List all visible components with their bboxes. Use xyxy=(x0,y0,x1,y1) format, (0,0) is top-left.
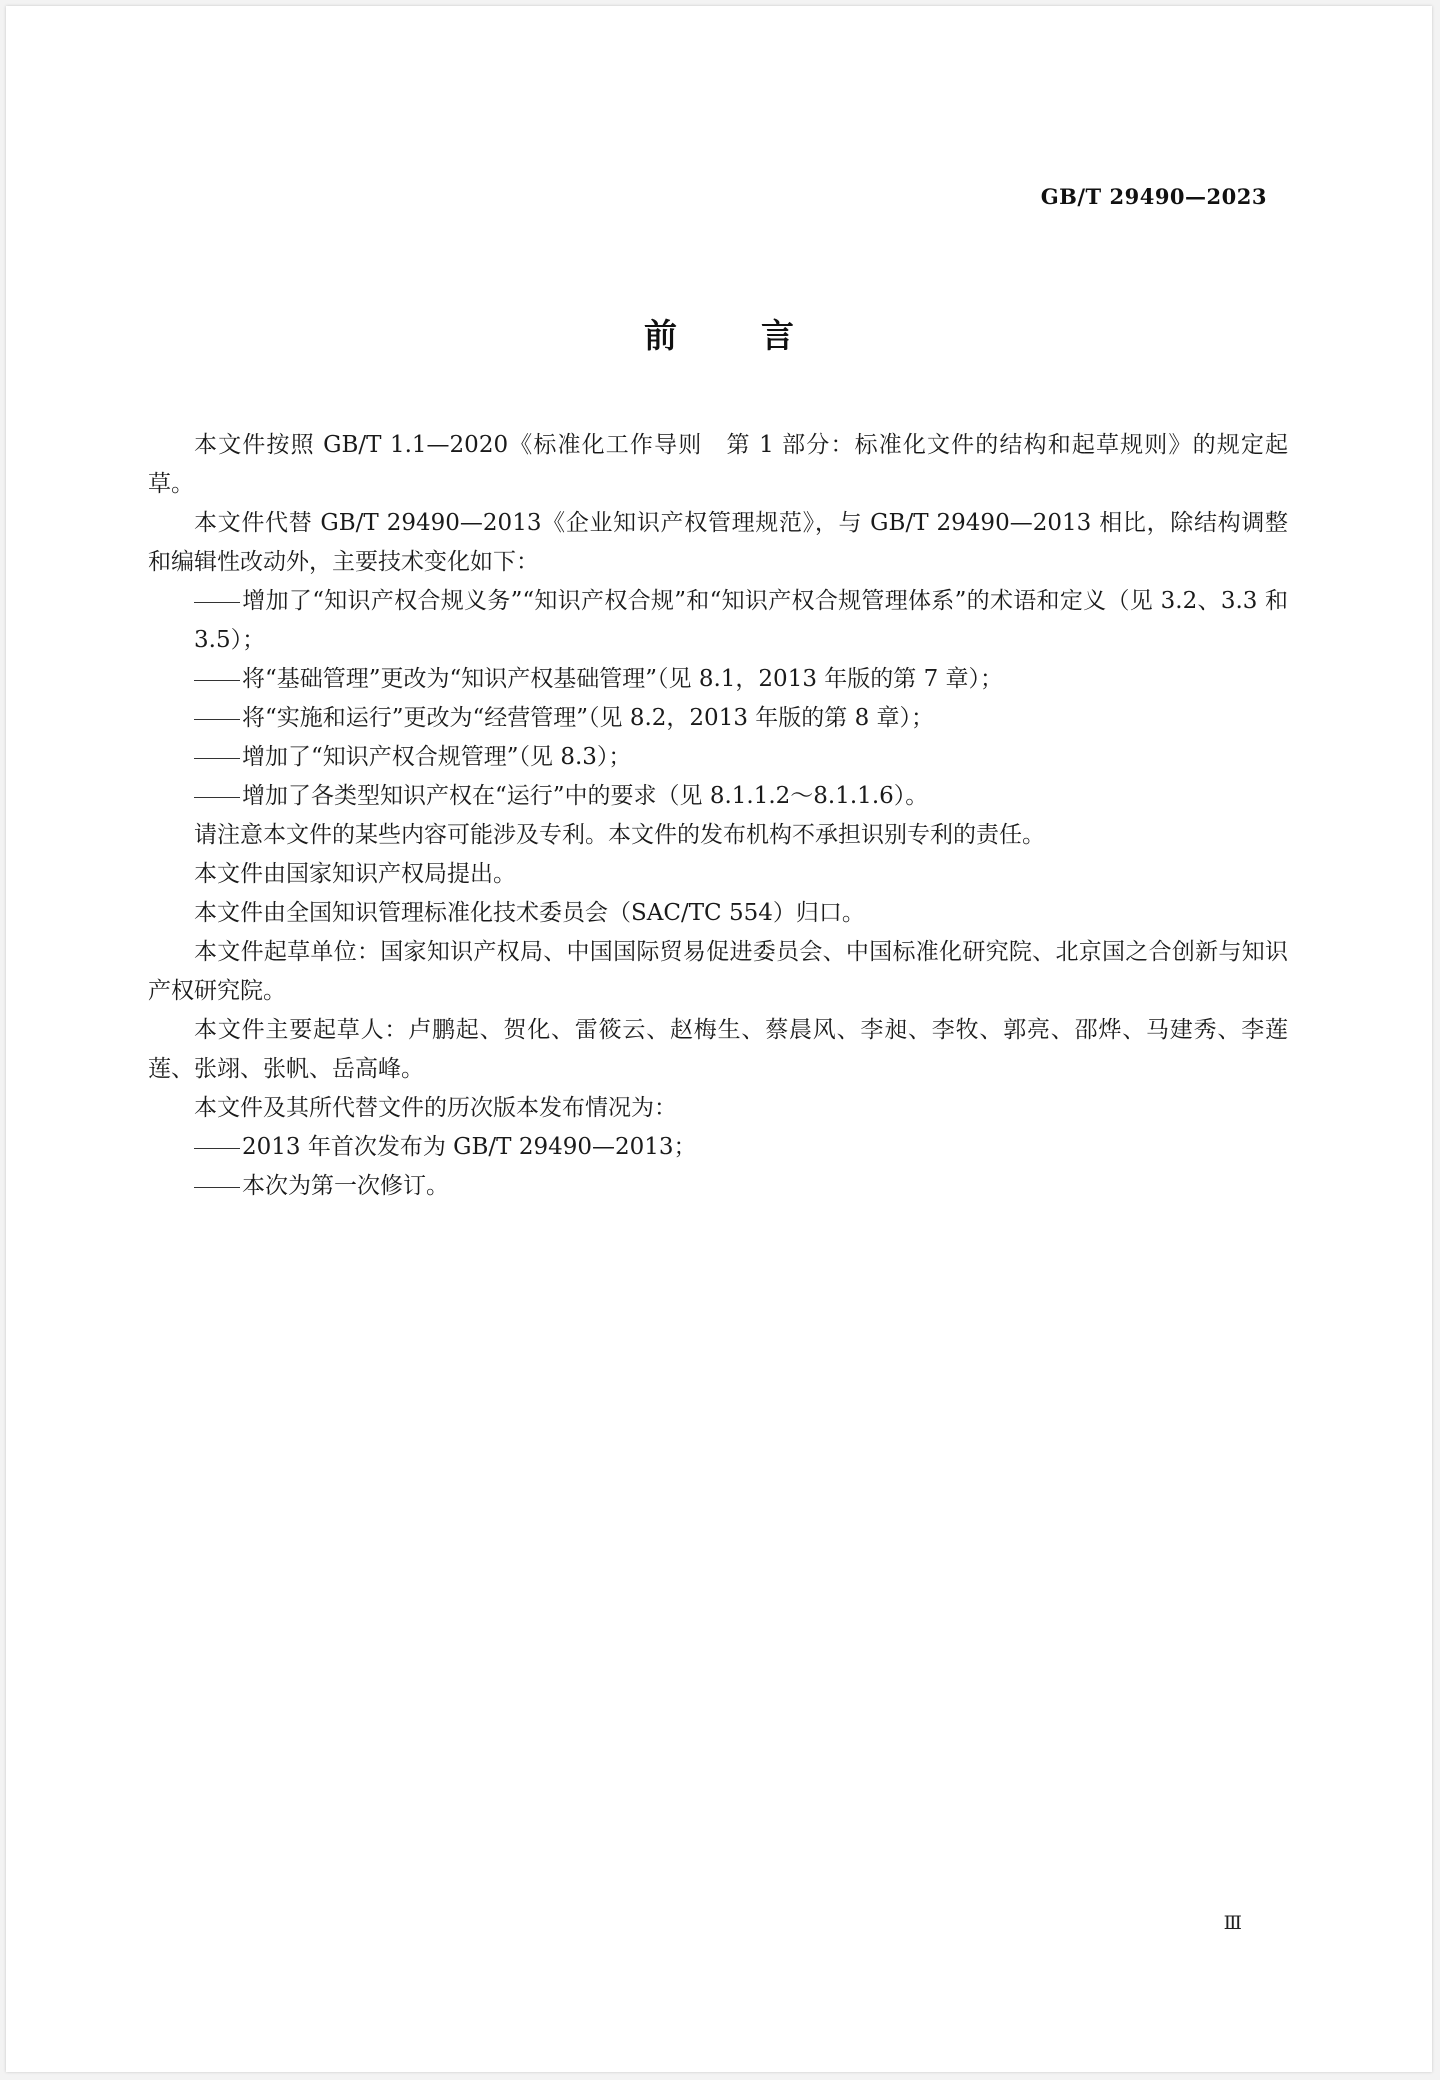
dash-list-item: 将“基础管理”更改为“知识产权基础管理”（见 8.1，2013 年版的第 7 章）； xyxy=(148,660,1288,699)
standard-code: GB/T 29490—2023 xyxy=(1040,184,1267,209)
paragraph: 本文件由全国知识管理标准化技术委员会（SAC/TC 554）归口。 xyxy=(194,900,865,926)
document-page xyxy=(6,6,1432,2072)
dash-list-item: 2013 年首次发布为 GB/T 29490—2013； xyxy=(148,1128,1288,1167)
page-title: 前言 xyxy=(644,316,878,355)
dash-list-item: 增加了“知识产权合规管理”（见 8.3）； xyxy=(148,738,1288,777)
dash-mark xyxy=(194,1148,240,1149)
dash-mark xyxy=(194,758,240,759)
paragraph: 请注意本文件的某些内容可能涉及专利。本文件的发布机构不承担识别专利的责任。 xyxy=(194,822,1045,848)
page-number: Ⅲ xyxy=(1223,1912,1242,1934)
dash-list-item: 增加了“知识产权合规义务”“知识产权合规”和“知识产权合规管理体系”的术语和定义（见 3.2、3.3 和 3.5）； xyxy=(194,588,1288,653)
paragraph: 本文件主要起草人：卢鹏起、贺化、雷筱云、赵梅生、蔡晨风、李昶、李牧、郭亮、邵烨、马建秀、李莲莲、张翊、张帆、岳高峰。 xyxy=(148,1017,1288,1082)
dash-mark xyxy=(194,1187,240,1188)
dash-mark xyxy=(194,797,240,798)
paragraph: 本文件及其所代替文件的历次版本发布情况为： xyxy=(194,1095,677,1121)
dash-mark xyxy=(194,602,240,603)
dash-mark xyxy=(194,680,240,681)
paragraph: 本文件由国家知识产权局提出。 xyxy=(194,861,516,887)
paragraph: 本文件起草单位：国家知识产权局、中国国际贸易促进委员会、中国标准化研究院、北京国之合创新与知识产权研究院。 xyxy=(148,939,1288,1004)
dash-list-item: 本次为第一次修订。 xyxy=(148,1167,1288,1206)
dash-list-item: 将“实施和运行”更改为“经营管理”（见 8.2，2013 年版的第 8 章）； xyxy=(148,699,1288,738)
dash-list-item: 增加了各类型知识产权在“运行”中的要求（见 8.1.1.2～8.1.1.6）。 xyxy=(148,777,1288,816)
preface-body xyxy=(148,426,1288,1206)
paragraph: 本文件按照 GB/T 1.1—2020《标准化工作导则 第 1 部分：标准化文件的结构和起草规则》的规定起草。 xyxy=(148,432,1288,497)
paragraph: 本文件代替 GB/T 29490—2013《企业知识产权管理规范》，与 GB/T 29490—2013 相比，除结构调整和编辑性改动外，主要技术变化如下： xyxy=(148,510,1288,575)
dash-mark xyxy=(194,719,240,720)
